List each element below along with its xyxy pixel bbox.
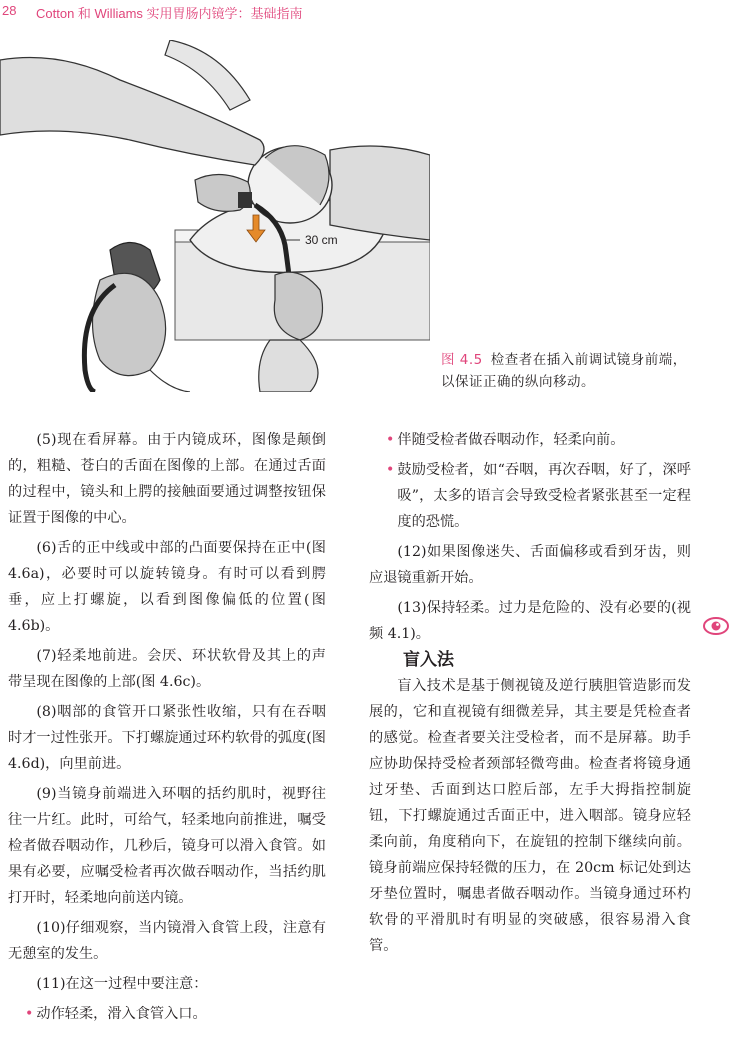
- paragraph: (10)仔细观察，当内镜滑入食管上段，注意有无憩室的发生。: [8, 920, 326, 962]
- section-heading: 盲入法: [403, 650, 454, 670]
- left-column: [8, 427, 326, 1027]
- page-number: 28: [2, 3, 17, 18]
- book-title: Cotton 和 Williams 实用胃肠内镜学：基础指南: [36, 6, 303, 21]
- figure-number: 图 4.5: [441, 352, 483, 368]
- bullet-dot: •: [386, 432, 395, 448]
- paragraph: (5)现在看屏幕。由于内镜成环，图像是颠倒的，粗糙、苍白的舌面在图像的上部。在通过舌面的过程中，镜头和上腭的接触面要通过调整按钮保证置于图像的中心。: [8, 432, 326, 526]
- bullet-item: • 鼓励受检者，如“吞咽，再次吞咽，好了，深呼吸”，太多的语言会导致受检者紧张甚至一定程度的恐慌。: [369, 457, 691, 535]
- paragraph: (9)当镜身前端进入环咽的括约肌时，视野往往一片红。此时，可给气，轻柔地向前推进，嘱受检者做吞咽动作，几秒后，镜身可以滑入食管。如果有必要，应嘱受检者再次做吞咽动作，当括约肌打开时，轻柔地向前送内镜。: [8, 786, 326, 906]
- figure-caption: [441, 349, 696, 393]
- paragraph: (8)咽部的食管开口紧张性收缩，只有在吞咽时才一过性张开。下打螺旋通过环杓软骨的弧度(图 4.6d)，向里前进。: [8, 704, 326, 772]
- bullet-dot: •: [25, 1006, 34, 1022]
- paragraph: (12)如果图像迷失、舌面偏移或看到牙齿，则应退镜重新开始。: [369, 544, 691, 586]
- endoscope-insertion-illustration: [0, 40, 430, 392]
- paragraph: (7)轻柔地前进。会厌、环状软骨及其上的声带呈现在图像的上部(图 4.6c)。: [8, 648, 326, 690]
- bullet-item: • 动作轻柔，滑入食管入口。: [8, 1001, 326, 1027]
- running-header: [0, 0, 730, 22]
- paragraph: (11)在这一过程中要注意：: [36, 976, 208, 992]
- bullet-dot: •: [386, 462, 395, 478]
- paragraph: (13)保持轻柔。过力是危险的、没有必要的(视频 4.1)。: [369, 600, 691, 642]
- label-30cm: 30 cm: [305, 233, 338, 247]
- bullet-item: • 伴随受检者做吞咽动作，轻柔向前。: [369, 427, 691, 453]
- caption-text: 检查者在插入前调试镜身前端，以保证正确的纵向移动。: [441, 352, 687, 390]
- right-column: [369, 427, 691, 959]
- paragraph: 盲入技术是基于侧视镜及逆行胰胆管造影而发展的，它和直视镜有细微差异，其主要是凭检查者的感觉。检查者要关注受检者，而不是屏幕。助手应协助保持受检者颈部轻微弯曲。检查者将镜身通过牙垫、舌面到达口腔后部，左手大拇指控制旋钮，下打螺旋通过舌面正中，进入咽部。镜身应轻柔向前，角度稍向下，在旋钮的控制下继续向前。镜身前端应保持轻微的压力，在 20cm 标记处到达牙垫位置时，嘱患者做吞咽动作。当镜身通过环杓软骨的平滑肌时有明显的突破感，很容易滑入食管。: [369, 678, 691, 954]
- paragraph: (6)舌的正中线或中部的凸面要保持在正中(图 4.6a)，必要时可以旋转镜身。有时可以看到腭垂，应上打螺旋，以看到图像偏低的位置(图 4.6b)。: [8, 540, 326, 634]
- eye-icon[interactable]: [702, 615, 730, 637]
